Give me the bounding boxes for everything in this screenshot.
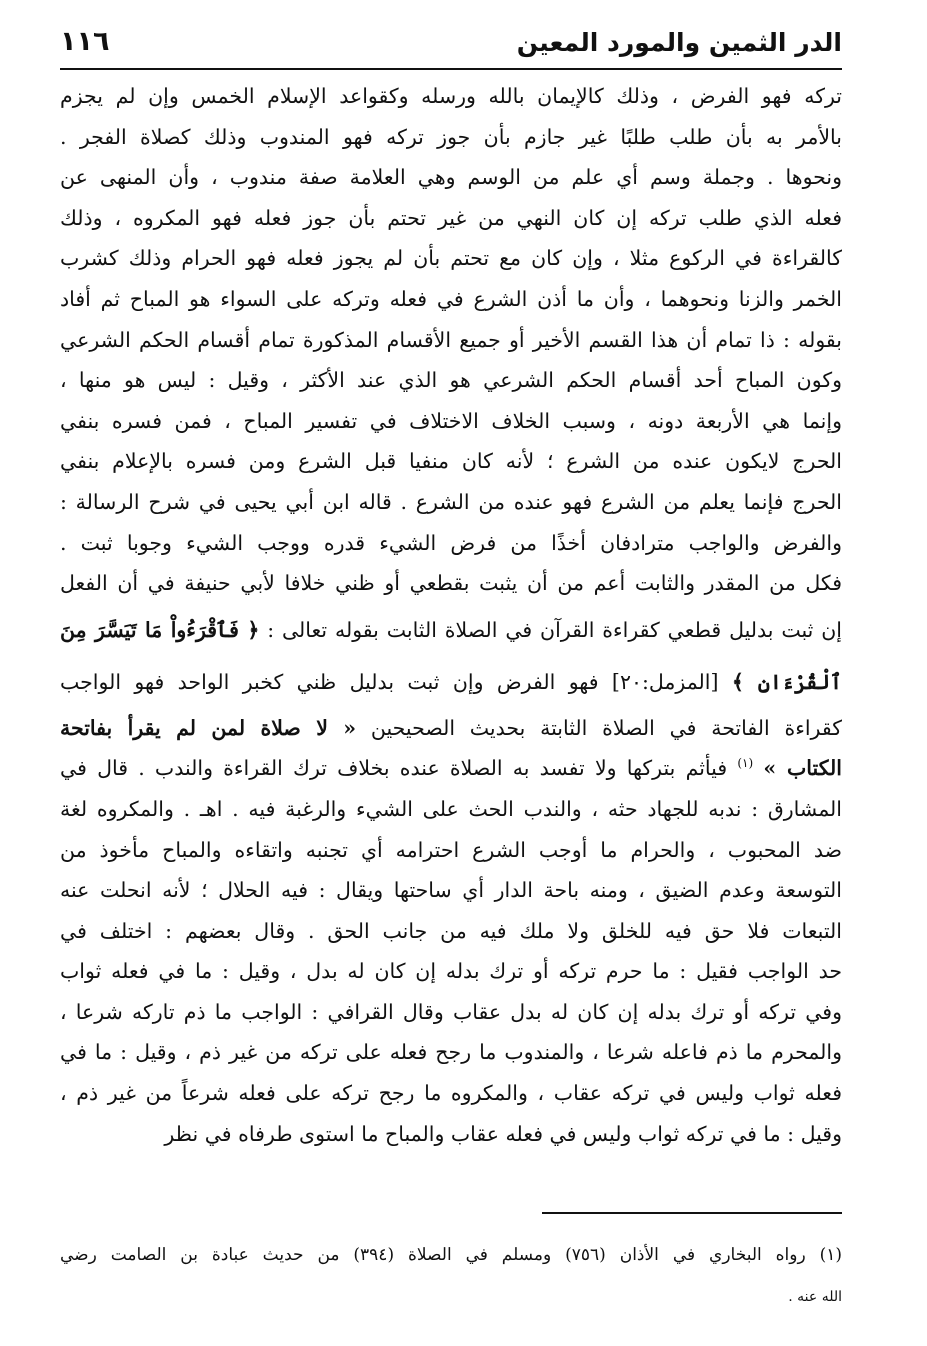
text-segment: إن ثبت بدليل قطعي كقراءة القرآن في الصلاة الثابت بقوله تعالى : xyxy=(267,617,842,642)
quran-verse: ﴿ فَٱقْرَءُواْ مَا تَيَسَّرَ مِنَ xyxy=(60,617,260,642)
book-page xyxy=(60,22,842,1322)
text-line: كالقراءة في الركوع مثلا ، وإن كان مع تحتم بأن لم يجوز فعله فهو الحرام وذلك كشرب xyxy=(60,246,842,271)
footnote-marker[interactable]: (١) xyxy=(737,756,754,771)
text-line: التبعات فلا حق فيه للخلق ولا ملك فيه من جانب الحق . وقال بعضهم : اختلف في xyxy=(60,918,842,943)
footnote-line: (١) رواه البخاري في الأذان (٧٥٦) ومسلم في الصلاة (٣٩٤) من حديث عبادة بن الصامت رضي xyxy=(60,1245,842,1265)
main-text xyxy=(60,76,842,1154)
footnote-divider xyxy=(542,1212,842,1214)
text-line: الخمر والزنا ونحوهما ، وأن ما أذن الشرع في فعله وتركه على السواء هو المباح ثم أفاد xyxy=(60,286,842,311)
footnote-line: الله عنه . xyxy=(788,1289,842,1305)
text-line: التوسعة وعدم الضيق ، ومنه باحة الدار أي ساحتها ويقال : فيه الحلال ؛ لأنه انحلت عنه xyxy=(60,878,842,903)
text-line-hadith-start xyxy=(60,708,842,749)
text-line: ضد المحبوب ، والحرام ما أوجب الشرع احترامه أي تجنبه واتقاءه والمباح مأخوذ من xyxy=(60,837,842,862)
hadith-quote: « لا صلاة لمن لم يقرأ بفاتحة xyxy=(60,715,357,740)
text-line: والفرض والواجب مترادفان أخذًا من فرض الشيء قدره ووجب الشيء وجوبا ثبت . xyxy=(60,530,842,555)
text-line: وقيل : ما في تركه ثواب وليس في فعله عقاب والمباح ما استوى طرفاه في نظر xyxy=(164,1121,842,1146)
quran-verse-end: ٱلْقُرْءَانِ ﴾ xyxy=(731,669,842,694)
text-line: وكون المباح أحد أقسام الحكم الشرعي هو الذي عند الأكثر ، وقيل : ليس هو منها ، xyxy=(60,368,842,393)
hadith-quote-end: الكتاب » xyxy=(763,756,842,781)
text-line: والمحرم ما ذم فاعله شرعا ، والمندوب ما رجح فعله على تركه من غير ذم ، وقيل : ما في xyxy=(60,1040,842,1065)
text-line: حد الواجب فقيل : ما حرم تركه أو ترك بدله إن كان له بدل ، وقيل : ما في فعله ثواب xyxy=(60,959,842,984)
text-line: فكل من المقدر والثابت أعم من أن يثبت بقطعي أو ظني خلافا لأبي حنيفة في أن الفعل xyxy=(60,571,842,596)
text-line-hadith-end xyxy=(60,748,842,789)
running-title: الدر الثمين والمورد المعين xyxy=(516,28,842,57)
text-line-quran-start xyxy=(60,604,842,656)
page-number: ١١٦ xyxy=(60,26,110,57)
page-header xyxy=(60,22,842,70)
text-line: بقوله : ذا تمام أن هذا القسم الأخير أو جميع الأقسام المذكورة تمام أقسام الحكم الشرعي xyxy=(60,327,842,352)
footnote xyxy=(60,1234,842,1318)
text-line: تركه فهو الفرض ، وذلك كالإيمان بالله ورسله وكقواعد الإسلام الخمس وإن لم يجزم xyxy=(60,84,842,108)
text-line: فعله ثواب وليس في تركه عقاب ، والمكروه ما رجح تركه على فعله شرعاً من غير ذم ، xyxy=(60,1081,842,1106)
text-line: الحرج فإنما يعلم من الشرع فهو عنده من الشرع . قاله ابن أبي يحيى في شرح الرسالة : xyxy=(60,489,842,514)
text-segment: كقراءة الفاتحة في الصلاة الثابتة بحديث الصحيحين xyxy=(370,715,842,740)
text-segment: فيأثم بتركها ولا تفسد به الصلاة عنده بخلاف ترك القراءة والندب . قال في xyxy=(60,756,728,781)
text-line-quran-end xyxy=(60,656,842,708)
text-line: ونحوها . وجملة وسم أي علم من الوسم وهي العلامة صفة مندوب ، وأن المنهى عن xyxy=(60,165,842,190)
text-line: وفي تركه أو ترك بدله إن كان له بدل عقاب وقال القرافي : الواجب ما ذم تاركه شرعا ، xyxy=(60,999,842,1024)
text-line: بالأمر به بأن طلب طلبًا غير جازم بأن جوز تركه فهو المندوب وذلك كصلاة الفجر . xyxy=(60,124,842,149)
text-line: فعله الذي طلب تركه إن كان النهي من غير تحتم بأن جوز فعله فهو المكروه ، وذلك xyxy=(60,205,842,230)
text-line: المشارق : ندبه للجهاد حثه ، والندب الحث على الشيء والرغبة فيه . اهـ . والمكروه لغة xyxy=(60,796,842,821)
text-line: وإنما هي الأربعة دونه ، وسبب الخلاف الاختلاف في تفسير المباح ، فمن فسره بنفي xyxy=(60,408,842,433)
text-segment: [المزمل:٢٠] فهو الفرض وإن ثبت بدليل ظني كخبر الواحد فهو الواجب xyxy=(60,669,719,694)
text-line: الحرج لايكون عنده من الشرع ؛ لأنه كان منفيا قبل الشرع ومن فسره بالإعلام بنفي xyxy=(60,449,842,474)
